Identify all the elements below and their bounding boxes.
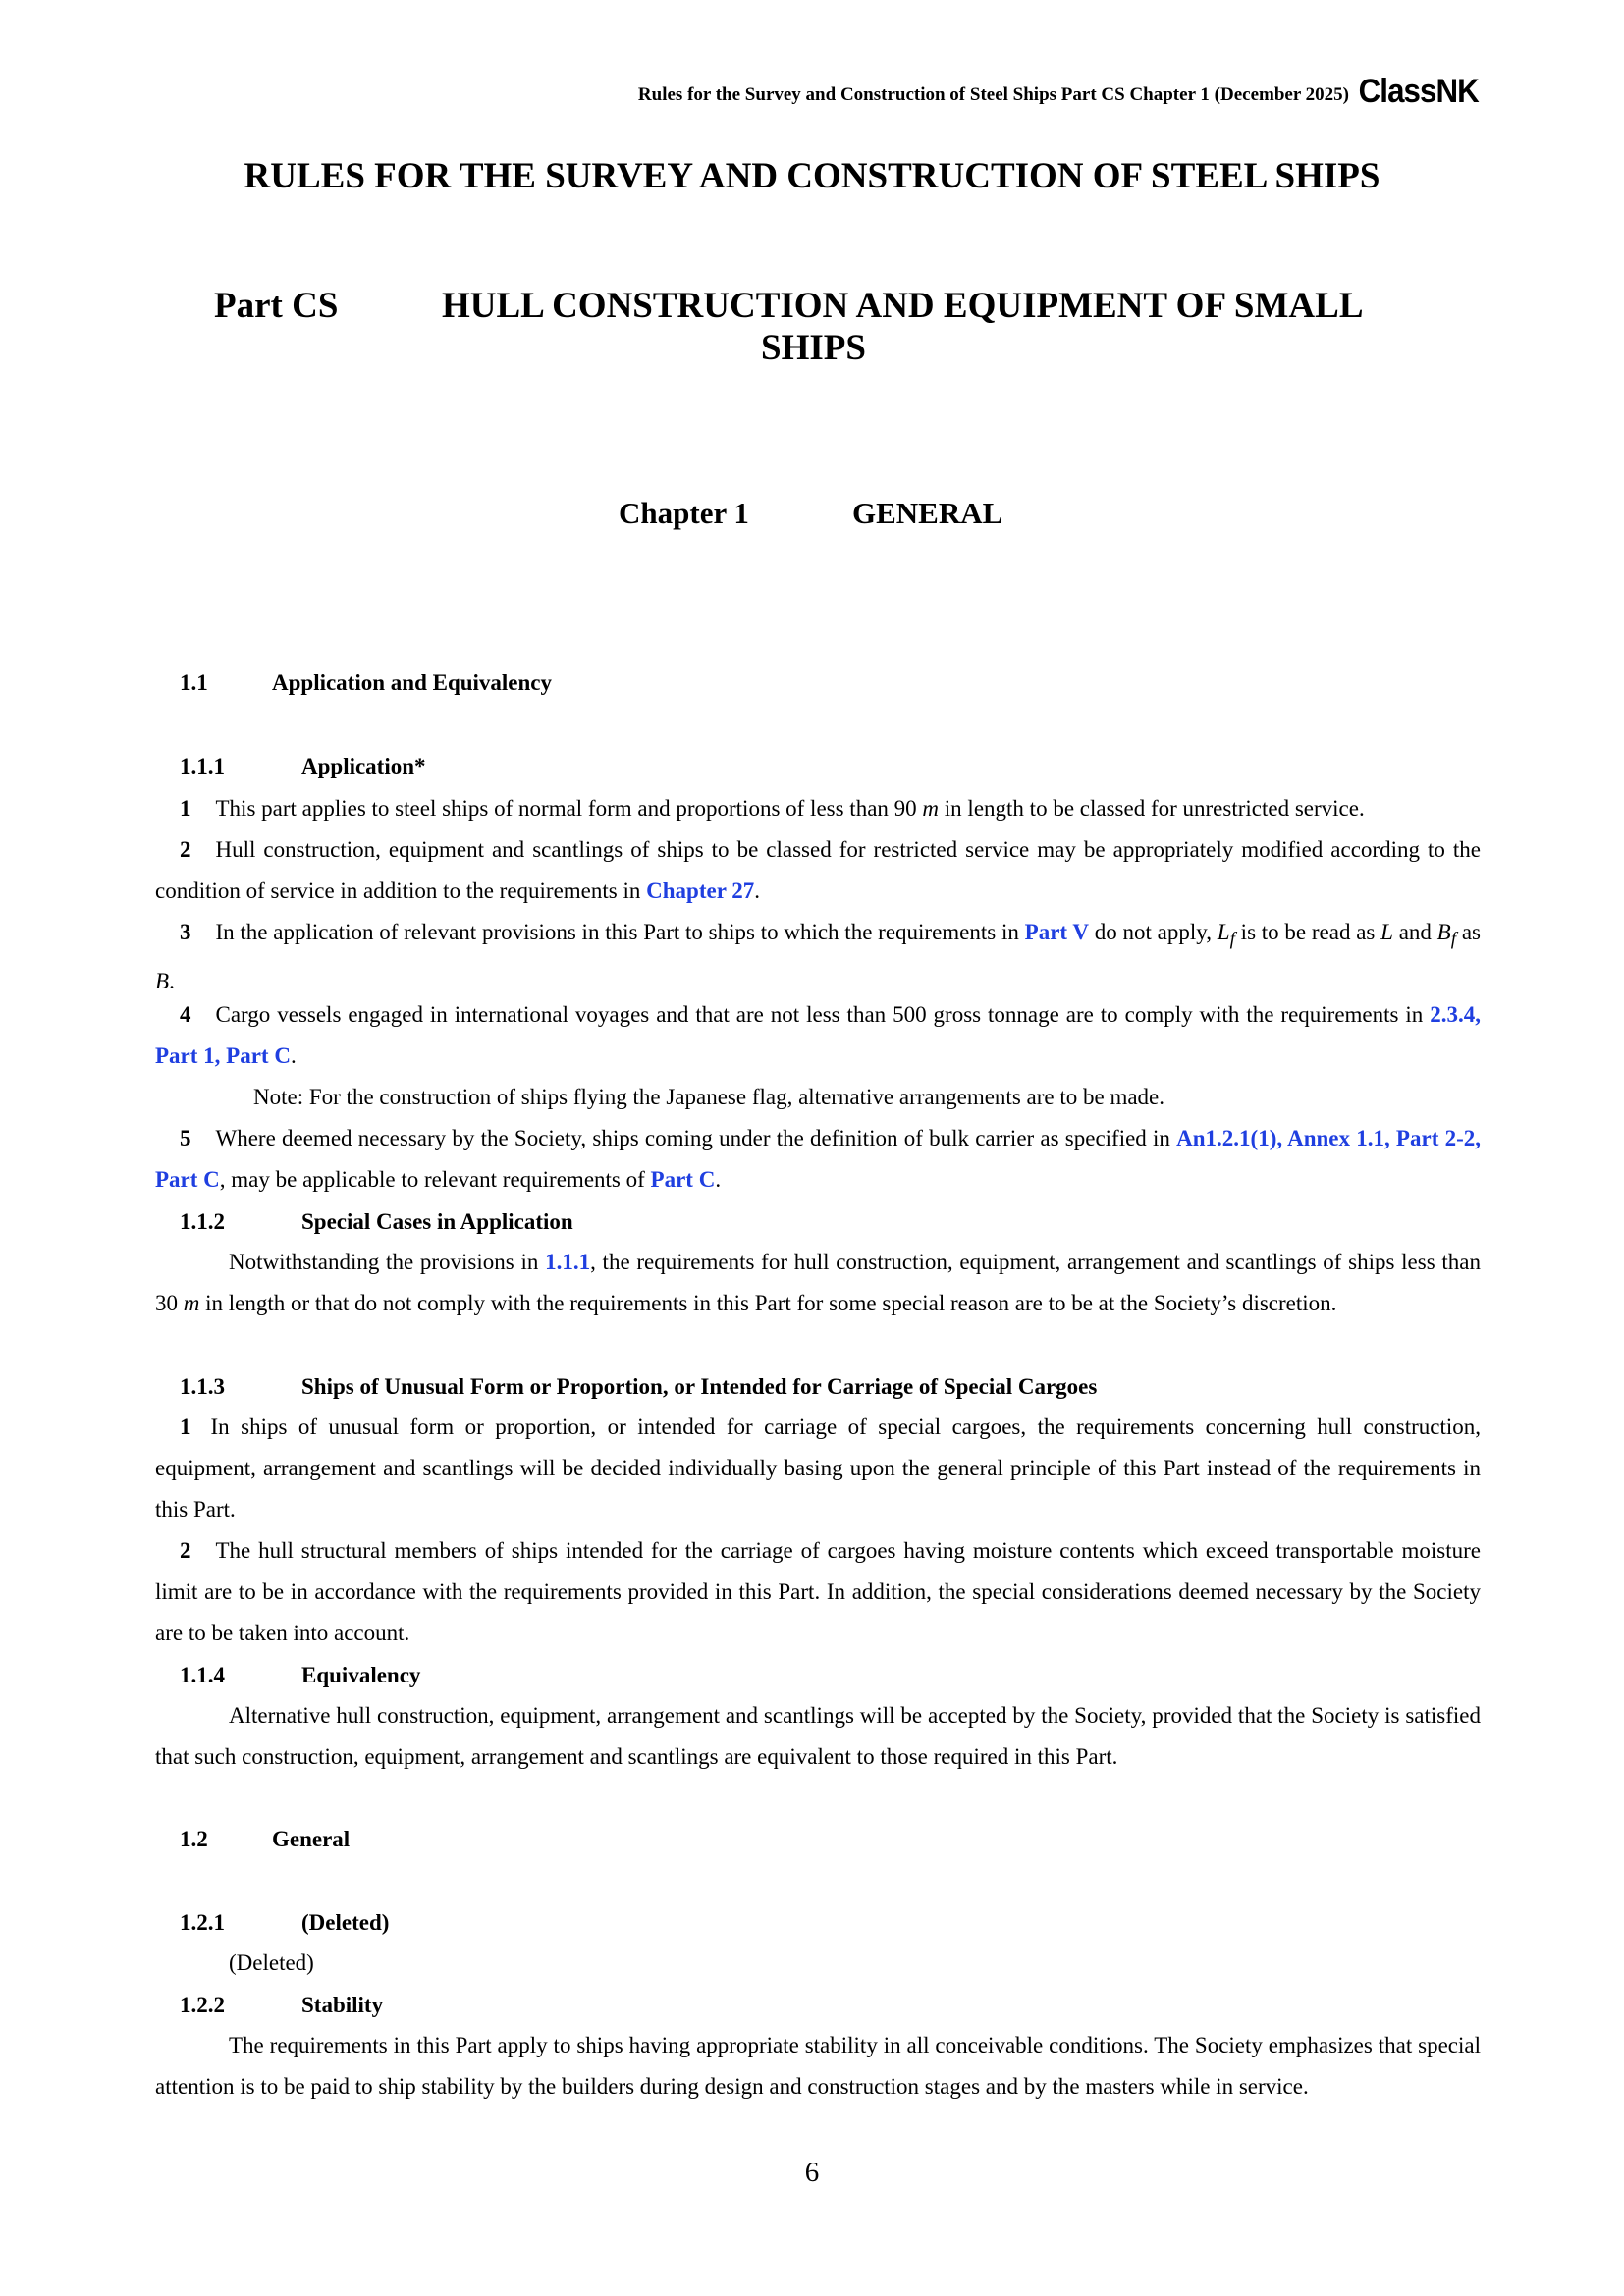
link-an1-2-1-annex[interactable]: An1.2.1(1), Annex 1.1, Part 2-2, Part C — [155, 1126, 1481, 1192]
subsection-number: 1.2.2 — [180, 1993, 225, 2017]
paragraph-1-1-1-1: 1 This part applies to steel ships of normal form and proportions of less than 90 m in length to be classed for unrestricted service. — [180, 796, 1365, 821]
page-number: 6 — [804, 2157, 820, 2188]
section-number: 1.1 — [180, 670, 208, 695]
subsection-number: 1.1.1 — [180, 754, 225, 778]
subsection-title: Application* — [301, 754, 426, 778]
chapter-label: Chapter 1 — [619, 496, 749, 530]
note-text: Note: For the construction of ships flying the Japanese flag, alternative arrangements are to be made. — [253, 1085, 1164, 1109]
subsection-number: 1.1.2 — [180, 1209, 225, 1234]
chapter-title: GENERAL — [852, 496, 1003, 530]
subsection-number: 1.1.3 — [180, 1374, 225, 1399]
paragraph-1-1-2: Notwithstanding the provisions in 1.1.1, the requirements for hull construction, equipment, arrangement and scantlings of ships less than 30 m in length or that do not comply with the requirements in this Part for some special reason are to be at the Society’s discretion. — [155, 1250, 1481, 1315]
subsection-number: 1.2.1 — [180, 1910, 225, 1935]
subsection-title: Special Cases in Application — [301, 1209, 573, 1234]
paragraph-1-1-1-5: 5 Where deemed necessary by the Society, ships coming under the definition of bulk carrier as specified in An1.2.1(1), Annex 1.1, Part 2-2, Part C, may be applicable to relevant requirements of Part C. — [155, 1126, 1481, 1192]
paragraph-1-1-3-1: 1 In ships of unusual form or proportion, or intended for carriage of special cargoes, the requirements concerning hull construction, equipment, arrangement and scantlings will be decided individually basing upon the general principle of this Part instead of the requirements in this Part. — [155, 1415, 1481, 1522]
part-title-line-2: SHIPS — [761, 328, 866, 368]
paragraph-1-1-4: Alternative hull construction, equipment, arrangement and scantlings will be accepted by the Society, provided that the Society is satisfied that such construction, equipment, arrangement and scantlings are equivalent to those required in this Part. — [155, 1703, 1481, 1769]
link-chapter-27[interactable]: Chapter 27 — [646, 879, 755, 903]
link-part-c[interactable]: Part C — [650, 1167, 716, 1192]
paragraph-1-1-1-3: 3 In the application of relevant provisions in this Part to ships to which the requirements in Part V do not apply, $L_f$ is to be read as L and $B_f$ as B. — [155, 920, 1481, 993]
link-2-3-4-part-1-part-c[interactable]: 2.3.4, Part 1, Part C — [155, 1002, 1481, 1068]
subsection-title: Equivalency — [301, 1663, 421, 1687]
part-title-line-1: HULL CONSTRUCTION AND EQUIPMENT OF SMALL — [442, 286, 1364, 326]
subsection-title: (Deleted) — [301, 1910, 390, 1935]
section-title: Application and Equivalency — [272, 670, 553, 695]
paragraph-1-1-1-2: 2 Hull construction, equipment and scantlings of ships to be classed for restricted service may be appropriately modified according to the condition of service in addition to the requirements in Chapter 27. — [155, 837, 1481, 903]
paragraph-1-2-1: (Deleted) — [229, 1950, 314, 1975]
document-title: RULES FOR THE SURVEY AND CONSTRUCTION OF STEEL SHIPS — [244, 156, 1380, 196]
paragraph-1-1-3-2: 2 The hull structural members of ships intended for the carriage of cargoes having moisture contents which exceed transportable moisture limit are to be in accordance with the requirements provided in this Part. In addition, the special considerations deemed necessary by the Society are to be taken into account. — [155, 1538, 1481, 1645]
part-title — [442, 285, 1424, 369]
classnk-logo: ClassNK — [1358, 73, 1479, 110]
link-1-1-1[interactable]: 1.1.1 — [545, 1250, 591, 1274]
running-header: Rules for the Survey and Construction of Steel Ships Part CS Chapter 1 (December 2025) — [637, 84, 1349, 105]
part-label: Part CS — [214, 286, 339, 326]
link-part-v[interactable]: Part V — [1024, 920, 1090, 944]
subsection-number: 1.1.4 — [180, 1663, 225, 1687]
paragraph-1-2-2: The requirements in this Part apply to ships having appropriate stability in all conceivable conditions. The Society emphasizes that special attention is to be paid to ship stability by the builders during design and construction stages and by the masters while in service. — [155, 2033, 1481, 2099]
paragraph-1-1-1-4: 4 Cargo vessels engaged in international voyages and that are not less than 500 gross tonnage are to comply with the requirements in 2.3.4, Part 1, Part C. — [155, 1002, 1481, 1068]
section-title: General — [272, 1827, 351, 1851]
subsection-title: Stability — [301, 1993, 384, 2017]
subsection-title: Ships of Unusual Form or Proportion, or Intended for Carriage of Special Cargoes — [301, 1374, 1098, 1399]
section-number: 1.2 — [180, 1827, 208, 1851]
